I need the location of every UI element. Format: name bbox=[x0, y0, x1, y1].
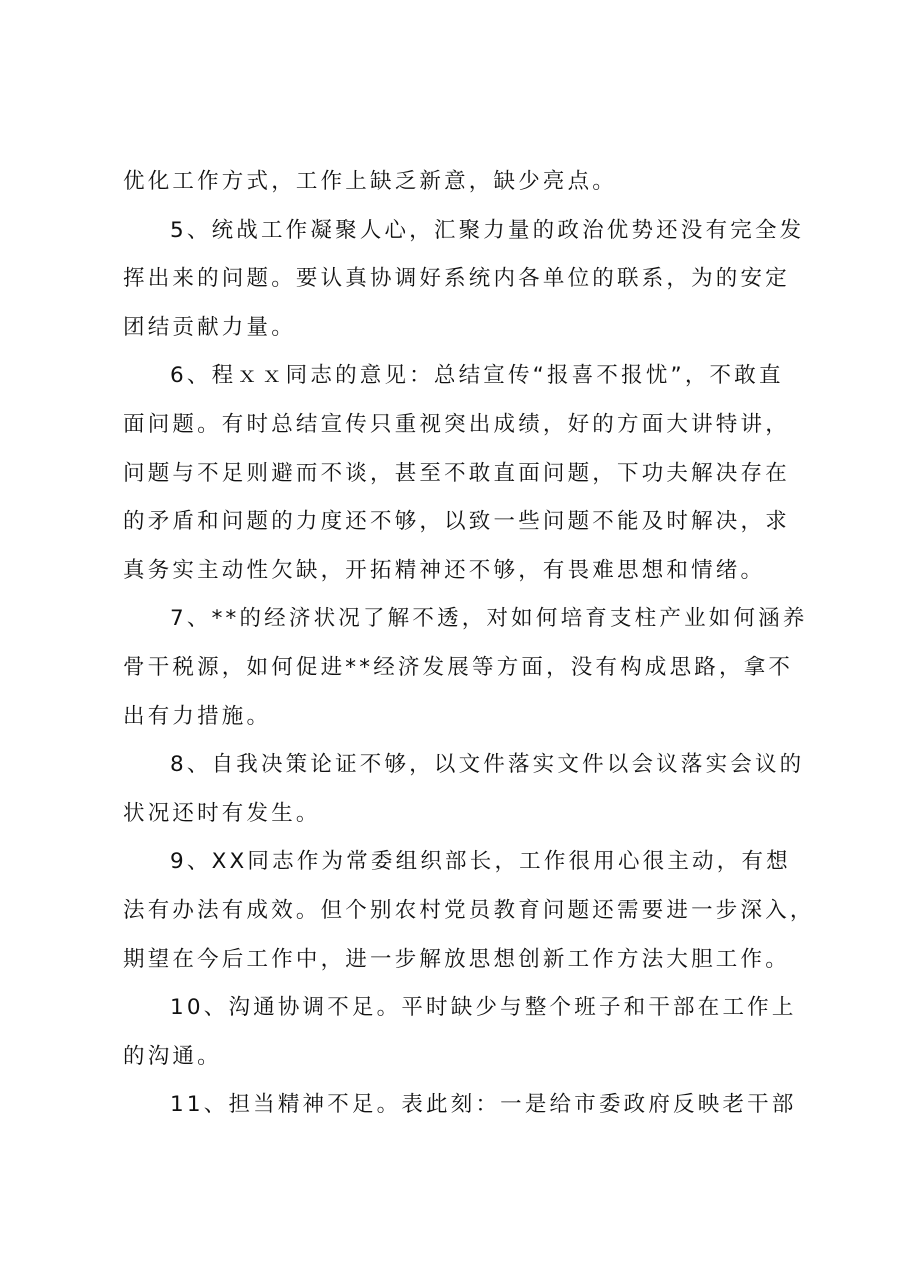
text-line: 5、统战工作凝聚人心，汇聚力量的政治优势还没有完全发 bbox=[170, 217, 805, 243]
text-line: 出有力措施。 bbox=[123, 703, 272, 729]
paragraph-item-5 bbox=[123, 207, 805, 353]
text-line: 8、自我决策论证不够，以文件落实文件以会议落实会议的 bbox=[170, 752, 805, 778]
text-line: 11、担当精神不足。表此刻：一是给市委政府反映老干部 bbox=[170, 1092, 797, 1118]
text-line: 法有办法有成效。但个别农村党员教育问题还需要进一步深入， bbox=[123, 897, 815, 923]
text-line: 问题与不足则避而不谈，甚至不敢直面问题，下功夫解决存在 bbox=[123, 460, 790, 486]
text-line: 的矛盾和问题的力度还不够，以致一些问题不能及时解决，求 bbox=[123, 509, 790, 535]
text-line: 9、XX同志作为常委组织部长，工作很用心很主动，有想 bbox=[170, 849, 791, 875]
text-line: 6、程ｘｘ同志的意见：总结宣传“报喜不报忧”，不敢直 bbox=[170, 363, 784, 389]
paragraph-continuation bbox=[123, 158, 799, 207]
text-line: 10、沟通协调不足。平时缺少与整个班子和干部在工作上 bbox=[170, 995, 797, 1021]
text-line: 期望在今后工作中，进一步解放思想创新工作方法大胆工作。 bbox=[123, 946, 790, 972]
paragraph-item-8 bbox=[123, 741, 805, 838]
paragraph-item-10 bbox=[123, 984, 799, 1081]
text-line: 团结贡献力量。 bbox=[123, 314, 296, 340]
text-line: 面问题。有时总结宣传只重视突出成绩，好的方面大讲特讲， bbox=[123, 411, 790, 437]
paragraph-item-7 bbox=[123, 595, 808, 741]
text-line: 状况还时有发生。 bbox=[123, 800, 321, 826]
text-line: 挥出来的问题。要认真协调好系统内各单位的联系，为的安定 bbox=[123, 266, 790, 292]
text-line: 真务实主动性欠缺，开拓精神还不够，有畏难思想和情绪。 bbox=[123, 557, 766, 583]
paragraph-item-11 bbox=[123, 1081, 799, 1130]
text-line: 骨干税源，如何促进**经济发展等方面，没有构成思路，拿不 bbox=[123, 654, 794, 680]
text-line: 的沟通。 bbox=[123, 1043, 222, 1069]
document-body bbox=[123, 158, 815, 1130]
paragraph-item-6 bbox=[123, 352, 799, 595]
text-line: 优化工作方式，工作上缺乏新意，缺少亮点。 bbox=[123, 169, 618, 194]
text-line: 7、**的经济状况了解不透，对如何培育支柱产业如何涵养 bbox=[170, 606, 808, 632]
paragraph-item-9 bbox=[123, 838, 815, 984]
